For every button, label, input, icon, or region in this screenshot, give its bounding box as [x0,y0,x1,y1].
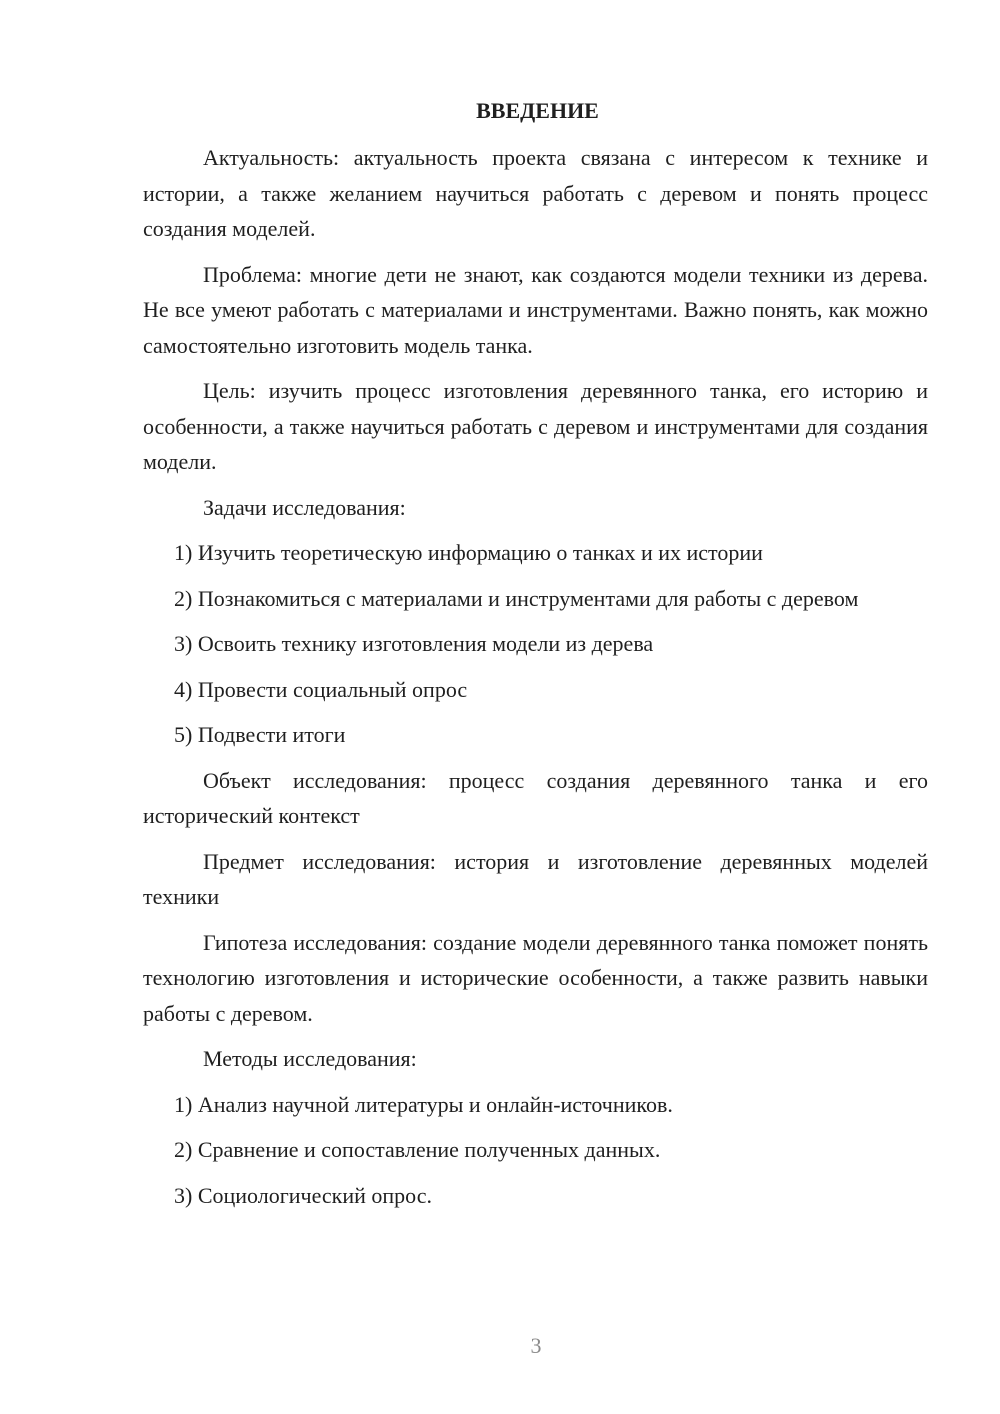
section-title: ВВЕДЕНИЕ [476,98,599,123]
paragraph-subject: Предмет исследования: история и изготовление деревянных моделей техники [143,848,928,909]
method-item-1: 1) Анализ научной литературы и онлайн-источников. [174,1091,673,1117]
paragraph-goal: Цель: изучить процесс изготовления деревянного танка, его историю и особенности, а также научиться работать с деревом и инструментами для создания модели. [143,378,928,474]
methods-heading: Методы исследования: [203,1046,417,1071]
paragraph-hypothesis: Гипотеза исследования: создание модели деревянного танка поможет понять технологию изготовления и исторические особенности, а также развить навыки работы с деревом. [143,929,928,1026]
task-item-4: 4) Провести социальный опрос [174,676,468,702]
method-item-2: 2) Сравнение и сопоставление полученных данных. [174,1137,661,1162]
task-item-5: 5) Подвести итоги [174,722,346,747]
task-item-2: 2) Познакомиться с материалами и инструментами для работы с деревом [174,585,859,611]
task-item-3: 3) Освоить технику изготовления модели из дерева [174,631,654,656]
paragraph-actuality: Актуальность: актуальность проекта связана с интересом к технике и истории, а также желанием научиться работать с деревом и понять процесс создания моделей. [143,145,928,241]
page-content [143,93,928,1223]
method-item-3: 3) Социологический опрос. [174,1182,432,1208]
task-item-1: 1) Изучить теоретическую информацию о танках и их истории [174,540,763,565]
page-number: 3 [530,1333,542,1358]
tasks-heading: Задачи исследования: [203,494,406,520]
paragraph-object: Объект исследования: процесс создания деревянного танка и его исторический контекст [143,767,928,828]
paragraph-problem: Проблема: многие дети не знают, как создаются модели техники из дерева. Не все умеют работать с материалами и инструментами. Важно понять, как можно самостоятельно изготовить модель танка. [143,261,928,358]
